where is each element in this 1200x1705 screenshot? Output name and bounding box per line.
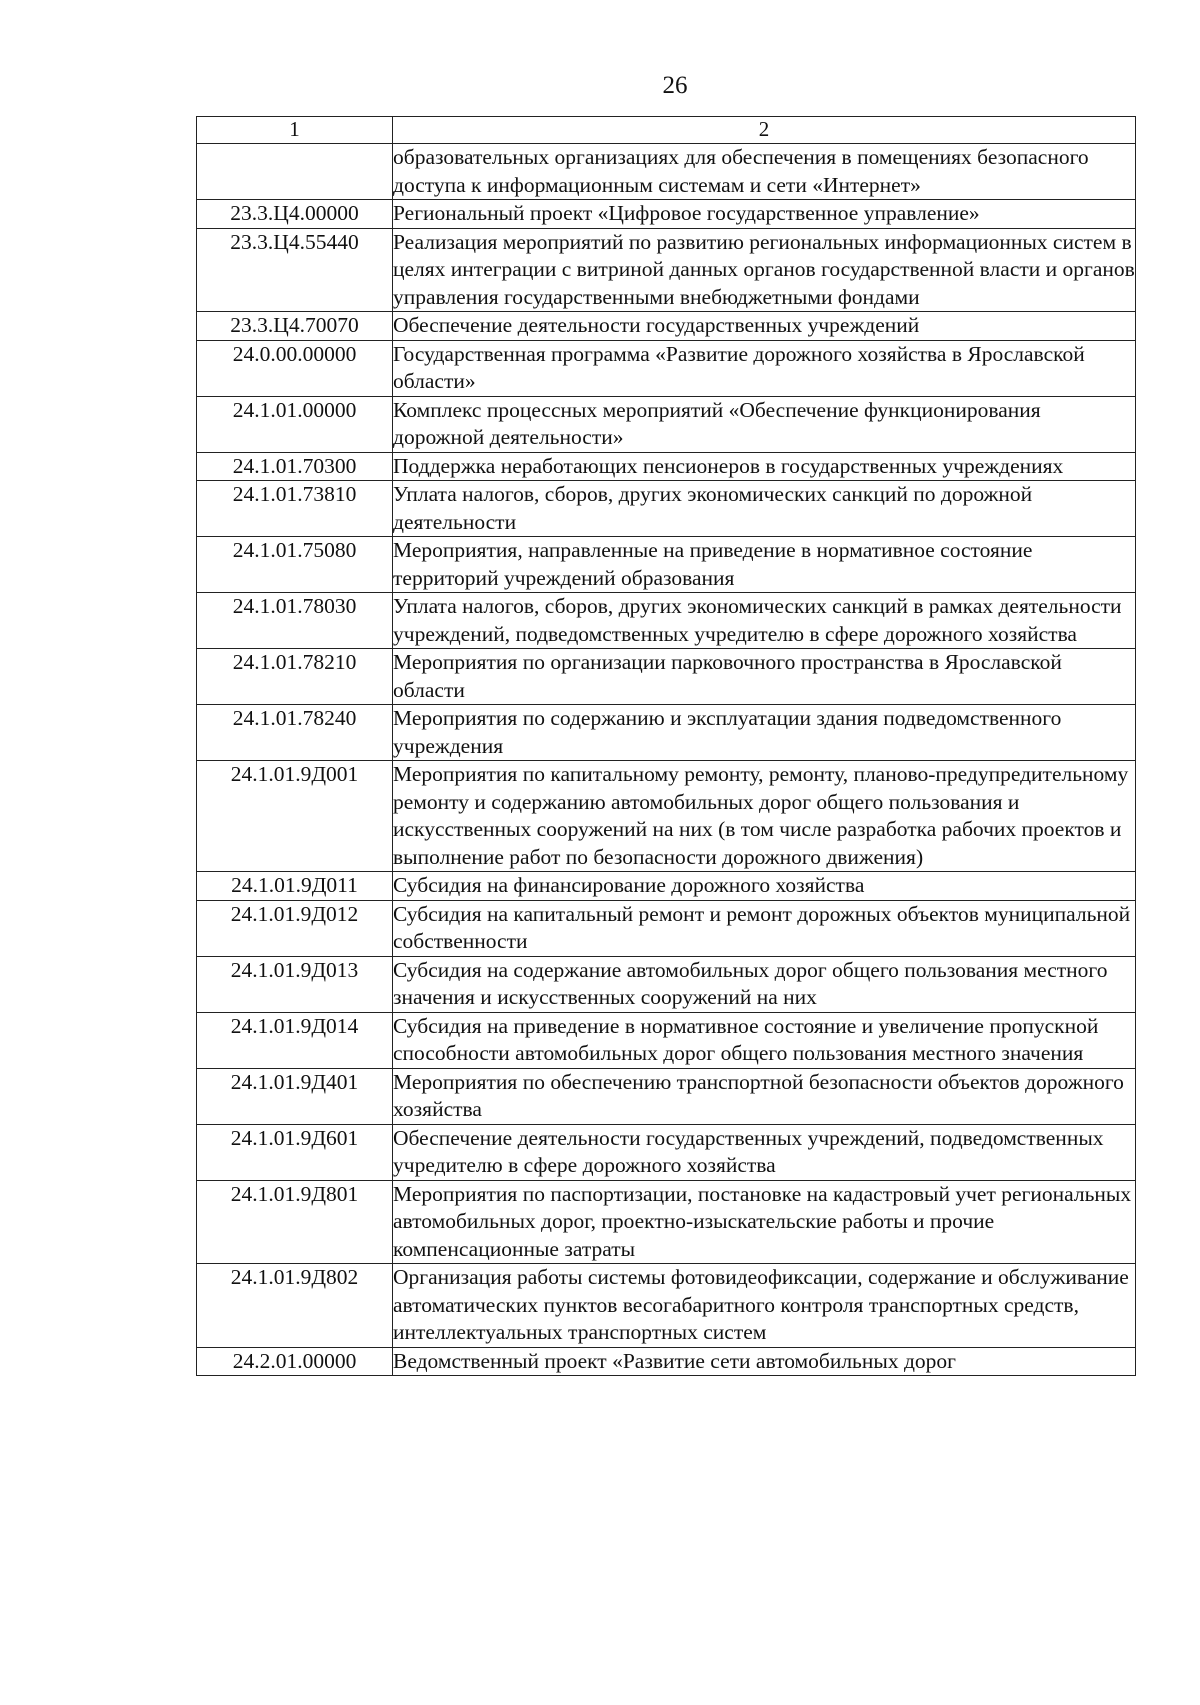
description-cell: Обеспечение деятельности государственных учреждений	[393, 312, 1136, 341]
description-cell: Мероприятия по капитальному ремонту, ремонту, планово-предупредительному ремонту и содержанию автомобильных дорог общего пользования и искусственных сооружений на них (в том числе разработка рабочих проектов и выполнение работ по безопасности дорожного движения)	[393, 761, 1136, 872]
description-cell: Мероприятия по организации парковочного пространства в Ярославской области	[393, 649, 1136, 705]
budget-code-cell: 24.1.01.9Д801	[197, 1180, 393, 1264]
page-number: 26	[662, 72, 688, 99]
table-row	[197, 1012, 1136, 1068]
budget-code-cell: 24.1.01.9Д011	[197, 872, 393, 901]
description-cell: Уплата налогов, сборов, других экономических санкций по дорожной деятельности	[393, 481, 1136, 537]
budget-code-cell: 23.3.Ц4.55440	[197, 228, 393, 312]
table-row	[197, 396, 1136, 452]
table-row	[197, 200, 1136, 229]
table-row	[197, 1264, 1136, 1348]
budget-code-cell: 24.1.01.9Д802	[197, 1264, 393, 1348]
budget-code-cell: 24.1.01.75080	[197, 537, 393, 593]
budget-code-cell: 24.2.01.00000	[197, 1347, 393, 1376]
table-row	[197, 649, 1136, 705]
table-row	[197, 1124, 1136, 1180]
table-row	[197, 593, 1136, 649]
description-cell: Комплекс процессных мероприятий «Обеспечение функционирования дорожной деятельности»	[393, 396, 1136, 452]
budget-code-cell: 24.1.01.78030	[197, 593, 393, 649]
table-row	[197, 761, 1136, 872]
table-row	[197, 1180, 1136, 1264]
budget-code-cell: 24.1.01.00000	[197, 396, 393, 452]
budget-code-cell: 24.1.01.78240	[197, 705, 393, 761]
description-cell: Мероприятия по обеспечению транспортной безопасности объектов дорожного хозяйства	[393, 1068, 1136, 1124]
table-row	[197, 144, 1136, 200]
budget-code-cell: 23.3.Ц4.70070	[197, 312, 393, 341]
budget-code-cell: 24.1.01.9Д001	[197, 761, 393, 872]
table-row	[197, 705, 1136, 761]
description-cell: Субсидия на приведение в нормативное состояние и увеличение пропускной способности автомобильных дорог общего пользования местного значения	[393, 1012, 1136, 1068]
description-cell: Мероприятия, направленные на приведение в нормативное состояние территорий учреждений образования	[393, 537, 1136, 593]
budget-code-cell: 23.3.Ц4.00000	[197, 200, 393, 229]
column-header-2: 2	[393, 117, 1136, 144]
description-cell: Мероприятия по паспортизации, постановке на кадастровый учет региональных автомобильных дорог, проектно-изыскательские работы и прочие компенсационные затраты	[393, 1180, 1136, 1264]
budget-code-cell: 24.1.01.70300	[197, 452, 393, 481]
table-row	[197, 1068, 1136, 1124]
description-cell: Региональный проект «Цифровое государственное управление»	[393, 200, 1136, 229]
budget-code-cell: 24.1.01.9Д013	[197, 956, 393, 1012]
description-cell: Субсидия на капитальный ремонт и ремонт дорожных объектов муниципальной собственности	[393, 900, 1136, 956]
column-header-1: 1	[197, 117, 393, 144]
table-row	[197, 900, 1136, 956]
budget-code-cell: 24.1.01.78210	[197, 649, 393, 705]
description-cell: образовательных организациях для обеспечения в помещениях безопасного доступа к информационным системам и сети «Интернет»	[393, 144, 1136, 200]
budget-code-cell: 24.1.01.9Д601	[197, 1124, 393, 1180]
description-cell: Государственная программа «Развитие дорожного хозяйства в Ярославской области»	[393, 340, 1136, 396]
table-row	[197, 312, 1136, 341]
budget-code-cell	[197, 144, 393, 200]
table-row	[197, 872, 1136, 901]
description-cell: Уплата налогов, сборов, других экономических санкций в рамках деятельности учреждений, подведомственных учредителю в сфере дорожного хозяйства	[393, 593, 1136, 649]
table-row	[197, 537, 1136, 593]
description-cell: Реализация мероприятий по развитию региональных информационных систем в целях интеграции с витриной данных органов государственной власти и органов управления государственными внебюджетными фондами	[393, 228, 1136, 312]
budget-code-cell: 24.1.01.73810	[197, 481, 393, 537]
description-cell: Поддержка неработающих пенсионеров в государственных учреждениях	[393, 452, 1136, 481]
budget-code-cell: 24.0.00.00000	[197, 340, 393, 396]
table-row	[197, 340, 1136, 396]
description-cell: Организация работы системы фотовидеофиксации, содержание и обслуживание автоматических пунктов весогабаритного контроля транспортных средств, интеллектуальных транспортных систем	[393, 1264, 1136, 1348]
table-header-row	[197, 117, 1136, 144]
budget-code-cell: 24.1.01.9Д014	[197, 1012, 393, 1068]
budget-code-cell: 24.1.01.9Д401	[197, 1068, 393, 1124]
table-row	[197, 481, 1136, 537]
description-cell: Субсидия на финансирование дорожного хозяйства	[393, 872, 1136, 901]
description-cell: Обеспечение деятельности государственных учреждений, подведомственных учредителю в сфере дорожного хозяйства	[393, 1124, 1136, 1180]
description-cell: Субсидия на содержание автомобильных дорог общего пользования местного значения и искусственных сооружений на них	[393, 956, 1136, 1012]
budget-code-cell: 24.1.01.9Д012	[197, 900, 393, 956]
budget-code-table	[196, 116, 1136, 1376]
table-row	[197, 228, 1136, 312]
table-row	[197, 1347, 1136, 1376]
table-row	[197, 452, 1136, 481]
description-cell: Мероприятия по содержанию и эксплуатации здания подведомственного учреждения	[393, 705, 1136, 761]
table-row	[197, 956, 1136, 1012]
description-cell: Ведомственный проект «Развитие сети автомобильных дорог	[393, 1347, 1136, 1376]
